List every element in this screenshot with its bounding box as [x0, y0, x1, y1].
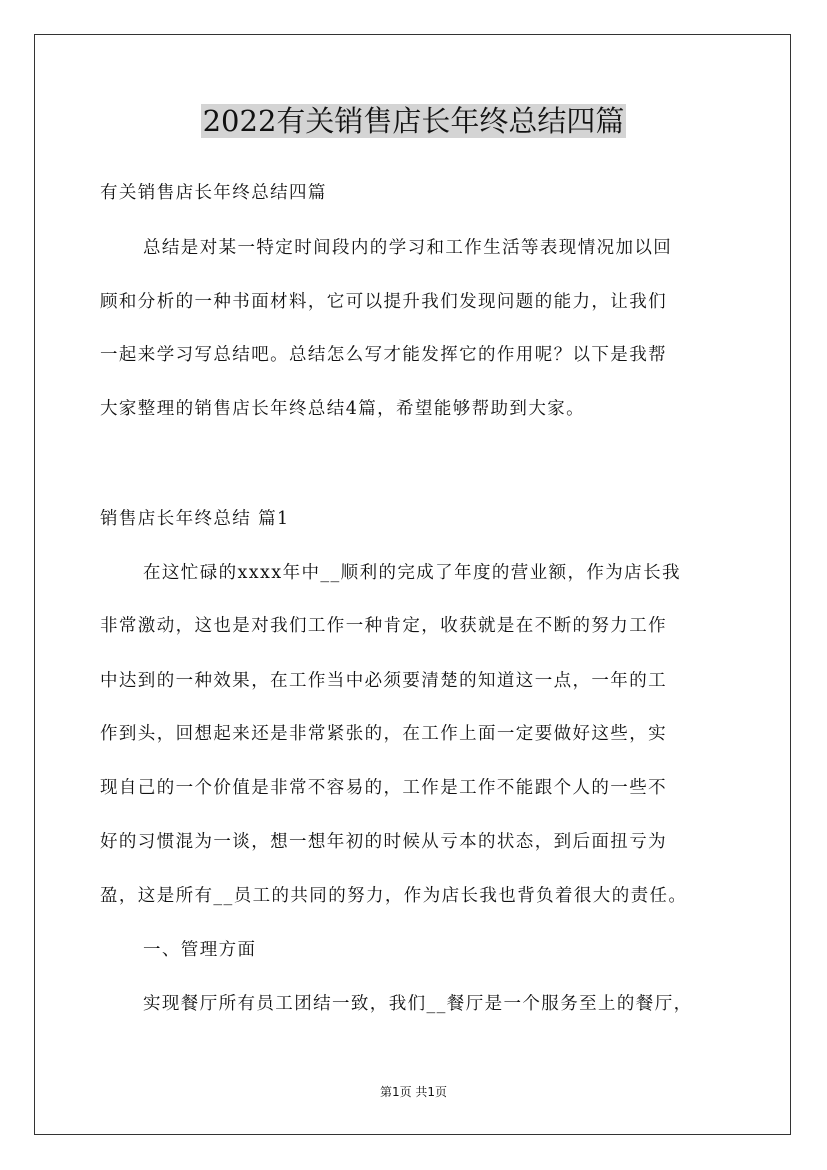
document-subtitle: 有关销售店长年终总结四篇	[100, 183, 327, 203]
section-heading: 销售店长年终总结 篇1	[100, 509, 290, 529]
document-title-text: 2022有关销售店长年终总结四篇	[202, 104, 625, 138]
intro-line-2: 顾和分析的一种书面材料，它可以提升我们发现问题的能力，让我们	[100, 292, 667, 312]
section-line-3: 中达到的一种效果，在工作当中必须要清楚的知道这一点，一年的工	[100, 671, 667, 691]
page-footer	[0, 1083, 827, 1100]
section-line-1: 在这忙碌的xxxx年中__顺利的完成了年度的营业额，作为店长我	[143, 563, 681, 583]
section-line-5: 现自己的一个价值是非常不容易的，工作是工作不能跟个人的一些不	[100, 778, 667, 798]
intro-line-4: 大家整理的销售店长年终总结4篇，希望能够帮助到大家。	[100, 399, 586, 419]
section-line-6: 好的习惯混为一谈，想一想年初的时候从亏本的状态，到后面扭亏为	[100, 832, 667, 852]
section-line-4: 作到头，回想起来还是非常紧张的，在工作上面一定要做好这些，实	[100, 724, 667, 744]
section-line-2: 非常激动，这也是对我们工作一种肯定，收获就是在不断的努力工作	[100, 616, 667, 636]
page-number-label: 第1页 共1页	[379, 1085, 448, 1099]
intro-line-1: 总结是对某一特定时间段内的学习和工作生活等表现情况加以回	[143, 238, 673, 258]
section-line-7: 盈，这是所有__员工的共同的努力，作为店长我也背负着很大的责任。	[100, 886, 688, 906]
intro-line-3: 一起来学习写总结吧。总结怎么写才能发挥它的作用呢？以下是我帮	[100, 345, 667, 365]
sub-heading: 一、管理方面	[143, 940, 257, 960]
document-title	[0, 98, 827, 144]
last-line: 实现餐厅所有员工团结一致，我们__餐厅是一个服务至上的餐厅，	[143, 994, 693, 1014]
